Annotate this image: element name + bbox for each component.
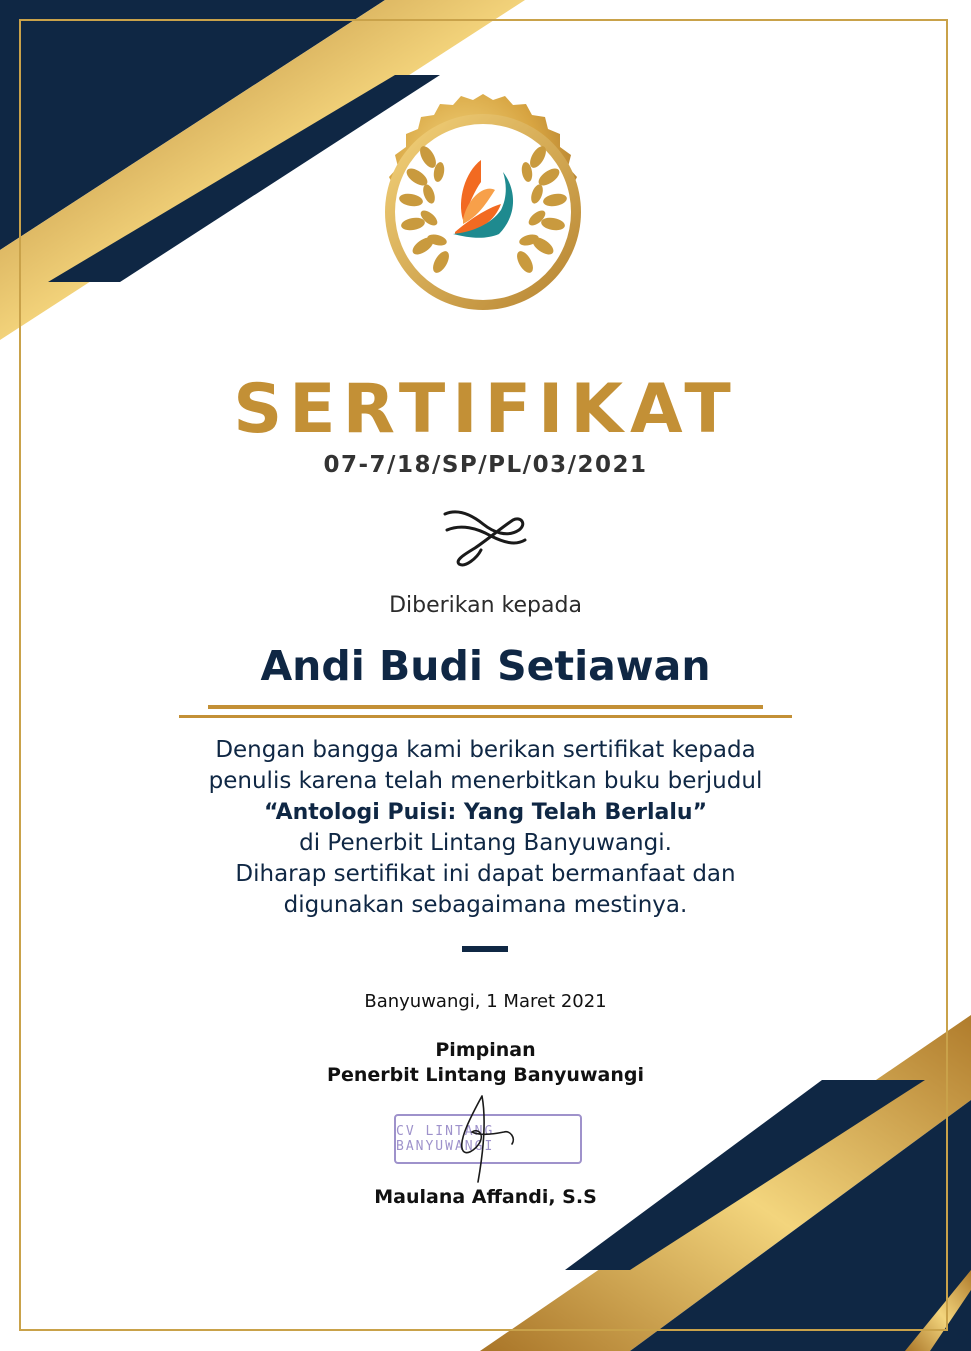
body-line: di Penerbit Lintang Banyuwangi.: [299, 830, 672, 856]
signatory-role: [0, 1038, 971, 1088]
company-stamp: CV LINTANG BANYUWANGI: [394, 1114, 582, 1164]
gold-laurel-seal-icon: [363, 92, 603, 332]
body-line: penulis karena telah menerbitkan buku berjudul: [208, 768, 763, 794]
role-line: Penerbit Lintang Banyuwangi: [327, 1064, 644, 1086]
body-line: digunakan sebagaimana mestinya.: [283, 892, 688, 918]
recipient-name: Andi Budi Setiawan: [260, 642, 711, 690]
role-line: Pimpinan: [435, 1039, 536, 1061]
body-line: Diharap sertifikat ini dapat bermanfaat dan: [235, 861, 736, 887]
name-underline-bottom: [179, 715, 792, 718]
signatory-name: Maulana Affandi, S.S: [374, 1186, 597, 1208]
calligraphic-flourish-icon: [437, 500, 533, 570]
name-underline-top: [208, 705, 763, 709]
book-title: “Antologi Puisi: Yang Telah Berlalu”: [263, 800, 708, 825]
certificate-number: 07-7/18/SP/PL/03/2021: [323, 452, 648, 478]
handwritten-signature: [420, 1088, 550, 1188]
section-divider: [462, 946, 508, 952]
body-line: Dengan bangga kami berikan sertifikat kepada: [215, 737, 756, 763]
certificate-title: SERTIFIKAT: [233, 370, 738, 449]
certificate-body: [120, 735, 851, 921]
place-date: Banyuwangi, 1 Maret 2021: [364, 991, 607, 1012]
given-to-label: Diberikan kepada: [389, 593, 582, 618]
